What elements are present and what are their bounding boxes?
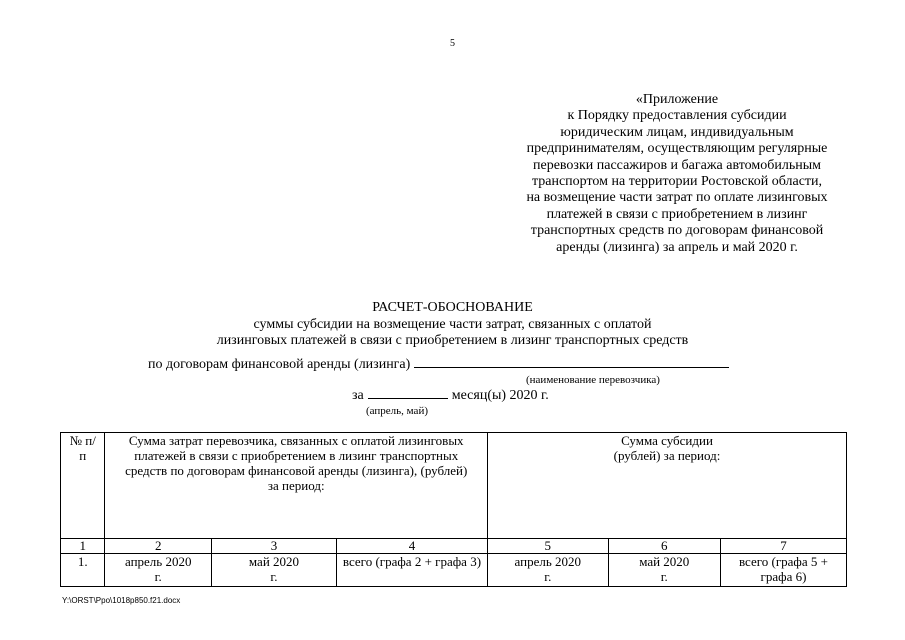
header-subsidy: Сумма субсидии (рублей) за период:	[488, 433, 847, 539]
header-num-col: № п/п	[61, 433, 105, 539]
footer-file-path: Y:\ORST\Ppo\1018p850.f21.docx	[62, 596, 181, 605]
appendix-line: транспортом на территории Ростовской области,	[531, 174, 823, 190]
column-number: 5	[488, 539, 609, 554]
column-number: 6	[608, 539, 720, 554]
period-caption: (апрель, май)	[366, 405, 428, 417]
appendix-line: транспортных средств по договорам финансовой	[530, 223, 824, 239]
period-line	[352, 385, 549, 405]
title-line-2: лизинговых платежей в связи с приобретением в лизинг транспортных средств	[216, 333, 689, 348]
appendix-line: перевозки пассажиров и багажа автомобильным	[533, 157, 821, 173]
table-cell: май 2020 г.	[608, 554, 720, 587]
carrier-line	[148, 354, 729, 374]
carrier-caption: (наименование перевозчика)	[526, 374, 660, 386]
appendix-line: платежей в связи с приобретением в лизинг	[546, 206, 808, 222]
document-title: РАСЧЕТ-ОБОСНОВАНИЕ	[372, 300, 533, 315]
appendix-line: юридическим лицам, индивидуальным	[560, 124, 794, 140]
period-prefix: за	[352, 388, 364, 403]
column-number: 1	[61, 539, 105, 554]
table-row	[61, 554, 847, 587]
title-line-1: суммы субсидии на возмещение части затрат, связанных с оплатой	[253, 316, 652, 332]
table-cell: всего (графа 5 + графа 6)	[720, 554, 846, 587]
column-number: 3	[211, 539, 336, 554]
appendix-line: на возмещение части затрат по оплате лизинговых	[526, 190, 828, 206]
appendix-line: к Порядку предоставления субсидии	[567, 108, 787, 124]
header-costs: Сумма затрат перевозчика, связанных с оплатой лизинговых платежей в связи с приобретением в лизинг транспортных средств по договорам финансовой аренды (лизинга), (рублей) за период:	[105, 433, 488, 539]
column-number: 2	[105, 539, 211, 554]
appendix-heading	[497, 92, 857, 256]
page-number: 5	[450, 38, 455, 49]
table-cell: 1.	[61, 554, 105, 587]
appendix-line: аренды (лизинга) за апрель и май 2020 г.	[556, 239, 798, 255]
appendix-line: предпринимателям, осуществляющим регулярные	[526, 141, 828, 157]
column-number: 7	[720, 539, 846, 554]
column-number: 4	[336, 539, 487, 554]
document-title-block	[0, 300, 905, 417]
table-cell: апрель 2020 г.	[488, 554, 609, 587]
calculation-table	[60, 432, 847, 587]
table-cell: апрель 2020 г.	[105, 554, 211, 587]
period-blank[interactable]	[368, 385, 448, 399]
carrier-name-blank[interactable]	[414, 354, 729, 368]
table-header-row	[61, 433, 847, 539]
table-cell: всего (графа 2 + графа 3)	[336, 554, 487, 587]
appendix-line: «Приложение	[635, 92, 719, 107]
carrier-prefix: по договорам финансовой аренды (лизинга)	[148, 357, 411, 372]
table-column-numbers-row	[61, 539, 847, 554]
period-suffix: месяц(ы) 2020 г.	[451, 388, 549, 403]
table-cell: май 2020 г.	[211, 554, 336, 587]
